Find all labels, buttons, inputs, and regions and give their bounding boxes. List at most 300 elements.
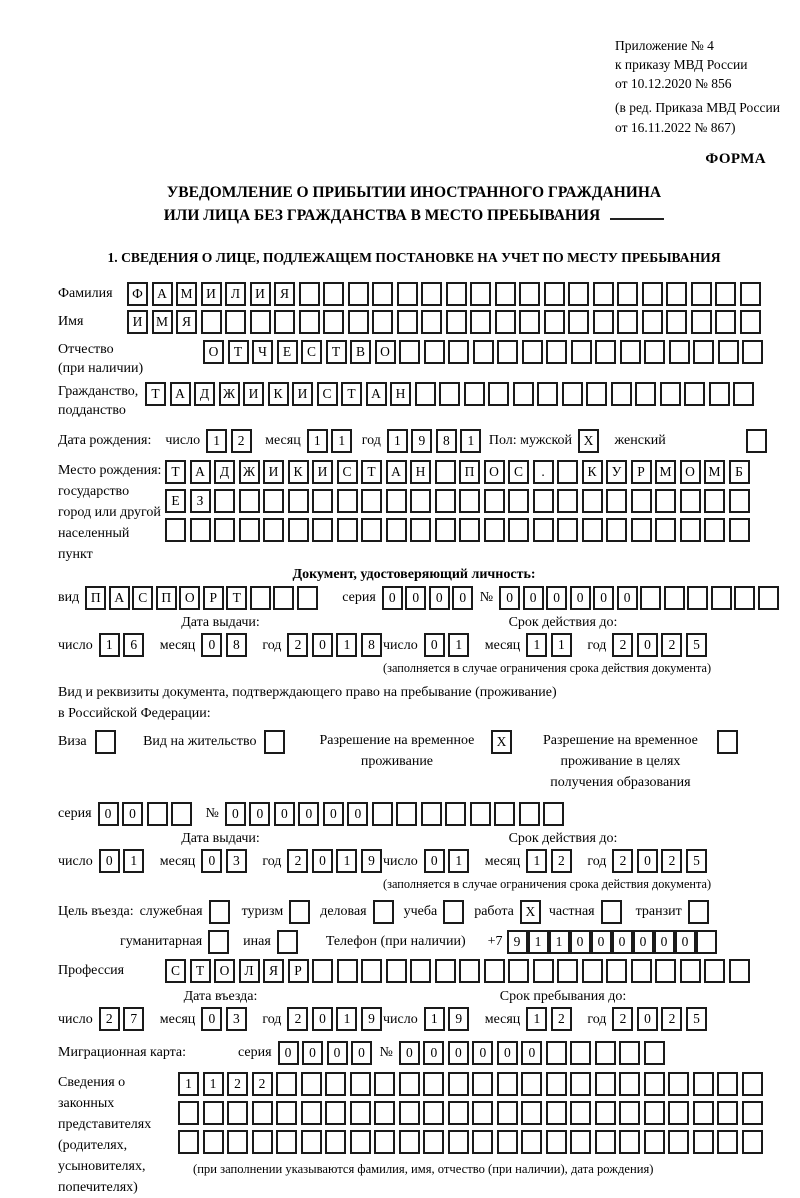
char-cell (470, 310, 491, 334)
char-cell (472, 1072, 493, 1096)
char-cell (704, 489, 725, 513)
char-cell (312, 518, 333, 542)
char-cell (519, 310, 540, 334)
representatives-cells-row3 (178, 1130, 766, 1154)
char-cell: Т (341, 382, 362, 406)
char-cell (544, 282, 565, 306)
char-cell: 1 (526, 633, 547, 657)
purpose-row1 (58, 900, 770, 924)
migration-card-label: Миграционная карта: (58, 1044, 187, 1060)
char-cell: 1 (336, 633, 357, 657)
char-cell (325, 1130, 346, 1154)
char-cell (742, 1101, 763, 1125)
char-cell: Я (274, 282, 295, 306)
issue-date-title: Дата выдачи: (181, 830, 260, 846)
char-cell (337, 959, 358, 983)
char-cell (250, 310, 271, 334)
char-cell (276, 1101, 297, 1125)
year-label: год (262, 637, 282, 653)
char-cell (264, 730, 285, 754)
char-cell (386, 518, 407, 542)
char-cell (668, 1072, 689, 1096)
char-cell: 1 (307, 429, 328, 453)
char-cell: Л (239, 959, 260, 983)
char-cell (546, 1101, 567, 1125)
char-cell: 2 (287, 633, 308, 657)
char-cell (263, 489, 284, 513)
char-cell (546, 1072, 567, 1096)
purpose-private-checkbox (601, 900, 622, 924)
day-label: число (383, 1011, 418, 1027)
char-cell: 9 (507, 930, 528, 954)
char-cell (301, 1130, 322, 1154)
entry-month-cells (201, 1007, 250, 1031)
char-cell (644, 340, 665, 364)
char-cell (533, 489, 554, 513)
stay-until-year-cells (612, 1007, 710, 1031)
char-cell (301, 1101, 322, 1125)
char-cell (494, 802, 515, 826)
char-cell (201, 310, 222, 334)
char-cell (372, 802, 393, 826)
char-cell (717, 1101, 738, 1125)
char-cell (372, 282, 393, 306)
char-cell (717, 730, 738, 754)
birthdate-label: Дата рождения: (58, 432, 152, 448)
char-cell (239, 518, 260, 542)
profession-cells (165, 959, 753, 983)
char-cell: Р (203, 586, 224, 610)
char-cell (323, 282, 344, 306)
char-cell: З (190, 489, 211, 513)
char-cell (619, 1041, 640, 1065)
char-cell (508, 518, 529, 542)
char-cell (546, 340, 567, 364)
citizenship-row (58, 382, 770, 420)
title-blank-underline (610, 204, 664, 220)
char-cell (655, 959, 676, 983)
char-cell (586, 382, 607, 406)
char-cell: 1 (387, 429, 408, 453)
char-cell (680, 959, 701, 983)
char-cell: 0 (278, 1041, 299, 1065)
char-cell (348, 310, 369, 334)
representatives-label-line: (родителях, (58, 1137, 128, 1153)
char-cell: 0 (249, 802, 270, 826)
char-cell (435, 518, 456, 542)
year-label: год (587, 1011, 607, 1027)
appendix-line: к приказу МВД России (615, 57, 748, 73)
char-cell: П (459, 460, 480, 484)
forma-label: ФОРМА (705, 150, 766, 167)
char-cell (521, 1130, 542, 1154)
birthplace-label-settlement: населенный пункт (58, 525, 130, 562)
year-label: год (361, 432, 381, 448)
char-cell: 1 (448, 849, 469, 873)
char-cell: 0 (593, 586, 614, 610)
char-cell (740, 282, 761, 306)
stay-valid-month-cells (526, 849, 575, 873)
sex-female-checkbox (746, 429, 771, 453)
char-cell: 2 (252, 1072, 273, 1096)
char-cell: 0 (201, 1007, 222, 1031)
char-cell: 2 (661, 1007, 682, 1031)
birthplace-label-city: город или другой (58, 504, 161, 520)
purpose-transit-label: транзит (635, 903, 682, 919)
char-cell (595, 1072, 616, 1096)
char-cell: 0 (312, 849, 333, 873)
char-cell: М (655, 460, 676, 484)
char-cell (704, 518, 725, 542)
char-cell: 0 (448, 1041, 469, 1065)
option-temp-residence (311, 730, 516, 772)
char-cell: И (250, 282, 271, 306)
stay-series-label: серия (58, 805, 92, 821)
day-label: число (383, 853, 418, 869)
char-cell: 9 (361, 1007, 382, 1031)
char-cell (361, 959, 382, 983)
char-cell: 0 (637, 633, 658, 657)
char-cell: 0 (201, 849, 222, 873)
char-cell (178, 1101, 199, 1125)
char-cell (740, 310, 761, 334)
char-cell (423, 1130, 444, 1154)
char-cell (595, 1041, 616, 1065)
char-cell: И (201, 282, 222, 306)
char-cell: 0 (423, 1041, 444, 1065)
char-cell (611, 382, 632, 406)
purpose-tourism-label: туризм (241, 903, 284, 919)
char-cell (644, 1041, 665, 1065)
month-label: месяц (484, 637, 521, 653)
char-cell: 3 (226, 849, 247, 873)
char-cell: С (317, 382, 338, 406)
validity-limit-note: (заполняется в случае ограничения срока действия документа) (383, 876, 712, 891)
patronymic-label: Отчество (58, 341, 114, 357)
char-cell (225, 310, 246, 334)
char-cell: 0 (302, 1041, 323, 1065)
char-cell (557, 518, 578, 542)
char-cell: 0 (452, 586, 473, 610)
char-cell (606, 489, 627, 513)
char-cell: 2 (612, 849, 633, 873)
char-cell (644, 1130, 665, 1154)
char-cell (350, 1072, 371, 1096)
char-cell (470, 802, 491, 826)
char-cell (666, 282, 687, 306)
char-cell (746, 429, 767, 453)
identity-doc-dates (58, 615, 770, 676)
valid-month-cells (526, 633, 575, 657)
char-cell (668, 1101, 689, 1125)
char-cell (214, 518, 235, 542)
char-cell (396, 802, 417, 826)
day-label: число (58, 853, 93, 869)
char-cell (488, 382, 509, 406)
char-cell (715, 310, 736, 334)
char-cell (421, 802, 442, 826)
char-cell: 0 (351, 1041, 372, 1065)
char-cell: Р (288, 959, 309, 983)
char-cell (399, 340, 420, 364)
surname-row (58, 282, 770, 306)
char-cell (668, 1130, 689, 1154)
char-cell: 2 (287, 1007, 308, 1031)
char-cell: 1 (551, 633, 572, 657)
char-cell: К (582, 460, 603, 484)
char-cell: И (127, 310, 148, 334)
char-cell: 2 (661, 633, 682, 657)
char-cell: 1 (336, 1007, 357, 1031)
char-cell (373, 900, 394, 924)
char-cell (655, 518, 676, 542)
char-cell (350, 1101, 371, 1125)
char-cell (568, 282, 589, 306)
valid-until-title: Срок действия до: (508, 614, 618, 630)
stay-issue-year-cells (287, 849, 385, 873)
birthplace-block (58, 460, 770, 565)
char-cell (562, 382, 583, 406)
phone-prefix: +7 (487, 933, 503, 949)
char-cell: 0 (405, 586, 426, 610)
purpose-study-label: учеба (403, 903, 438, 919)
char-cell (508, 489, 529, 513)
purpose-business-checkbox (373, 900, 394, 924)
stay-valid-day-cells (424, 849, 473, 873)
char-cell: 2 (612, 633, 633, 657)
option-temp-residence-label: Разрешение на временное проживание (319, 732, 475, 769)
char-cell: 0 (323, 802, 344, 826)
char-cell (397, 310, 418, 334)
citizenship-label: Гражданство, (58, 383, 139, 399)
profession-row (58, 959, 770, 983)
char-cell: А (386, 460, 407, 484)
char-cell (631, 518, 652, 542)
char-cell (252, 1130, 273, 1154)
char-cell: 8 (436, 429, 457, 453)
char-cell (448, 340, 469, 364)
option-residence-permit-checkbox (264, 730, 289, 754)
char-cell: 7 (123, 1007, 144, 1031)
char-cell (544, 310, 565, 334)
char-cell: 2 (661, 849, 682, 873)
char-cell: Т (145, 382, 166, 406)
char-cell (288, 518, 309, 542)
char-cell: 0 (472, 1041, 493, 1065)
purpose-business-label: деловая (320, 903, 367, 919)
stay-series-cells (98, 802, 196, 826)
char-cell: П (85, 586, 106, 610)
sex-male-label: Пол: мужской (488, 432, 573, 448)
year-label: год (262, 853, 282, 869)
birthplace-cells-row2 (165, 489, 753, 513)
issue-date-title: Дата выдачи: (181, 614, 260, 630)
char-cell (655, 489, 676, 513)
purpose-humanitarian-checkbox (208, 930, 229, 954)
representatives-label-line: попечителях) (58, 1179, 138, 1195)
char-cell (277, 930, 298, 954)
char-cell: 1 (526, 849, 547, 873)
char-cell: И (263, 460, 284, 484)
entry-year-cells (287, 1007, 385, 1031)
char-cell: Ж (219, 382, 240, 406)
char-cell (693, 1072, 714, 1096)
char-cell: Т (361, 460, 382, 484)
char-cell (715, 282, 736, 306)
char-cell (508, 959, 529, 983)
char-cell: Т (190, 959, 211, 983)
char-cell: 0 (424, 849, 445, 873)
char-cell (543, 802, 564, 826)
char-cell: 9 (361, 849, 382, 873)
char-cell: И (243, 382, 264, 406)
char-cell: 0 (99, 849, 120, 873)
char-cell (297, 586, 318, 610)
char-cell (635, 382, 656, 406)
char-cell: 1 (336, 849, 357, 873)
char-cell (742, 340, 763, 364)
char-cell (693, 340, 714, 364)
char-cell (208, 930, 229, 954)
char-cell (435, 460, 456, 484)
char-cell (227, 1130, 248, 1154)
char-cell (497, 1130, 518, 1154)
doc-series-label: серия (342, 589, 376, 605)
char-cell: 0 (654, 930, 675, 954)
purpose-official-checkbox (209, 900, 230, 924)
patronymic-sublabel: (при наличии) (58, 360, 144, 376)
char-cell (423, 1072, 444, 1096)
purpose-study-checkbox (443, 900, 464, 924)
char-cell (424, 340, 445, 364)
appendix-edition-line: (в ред. Приказа МВД России (615, 100, 780, 116)
char-cell (742, 1130, 763, 1154)
char-cell (459, 518, 480, 542)
char-cell (522, 340, 543, 364)
char-cell: 1 (99, 633, 120, 657)
month-label: месяц (265, 432, 301, 448)
citizenship-cells (145, 382, 758, 406)
char-cell: 1 (526, 1007, 547, 1031)
identity-doc-heading: Документ, удостоверяющий личность: (292, 566, 536, 582)
char-cell: 0 (225, 802, 246, 826)
char-cell (640, 586, 661, 610)
char-cell: А (366, 382, 387, 406)
char-cell (537, 382, 558, 406)
char-cell: С (508, 460, 529, 484)
char-cell: 0 (98, 802, 119, 826)
char-cell (664, 586, 685, 610)
option-temp-residence-education-checkbox (717, 730, 742, 754)
char-cell (691, 310, 712, 334)
char-cell: 2 (231, 429, 252, 453)
doc-number-cells (499, 586, 781, 610)
char-cell (361, 489, 382, 513)
char-cell: 0 (633, 930, 654, 954)
char-cell (445, 802, 466, 826)
char-cell (299, 282, 320, 306)
char-cell (423, 1101, 444, 1125)
representatives-note: (при заполнении указываются фамилия, имя, отчество (при наличии), дата рождения) (193, 1161, 654, 1176)
form-title-line1: УВЕДОМЛЕНИЕ О ПРИБЫТИИ ИНОСТРАННОГО ГРАЖДАНИНА (166, 183, 662, 201)
form-title-line2-text: ИЛИ ЛИЦА БЕЗ ГРАЖДАНСТВА В МЕСТО ПРЕБЫВАНИЯ (163, 207, 601, 225)
char-cell: 2 (612, 1007, 633, 1031)
char-cell (147, 802, 168, 826)
char-cell: Ч (252, 340, 273, 364)
firstname-cells (127, 310, 764, 334)
char-cell: 0 (298, 802, 319, 826)
char-cell (276, 1072, 297, 1096)
sex-male-checkbox (578, 429, 603, 453)
char-cell (203, 1130, 224, 1154)
char-cell (570, 1041, 591, 1065)
char-cell: 1 (528, 930, 549, 954)
char-cell (301, 1072, 322, 1096)
valid-year-cells (612, 633, 710, 657)
birthplace-cells-row1 (165, 460, 753, 484)
option-visa-checkbox (95, 730, 120, 754)
char-cell: Ф (127, 282, 148, 306)
stay-until-month-cells (526, 1007, 575, 1031)
char-cell (631, 959, 652, 983)
char-cell (410, 518, 431, 542)
char-cell (337, 489, 358, 513)
char-cell: В (350, 340, 371, 364)
char-cell: 1 (460, 429, 481, 453)
option-residence-permit (143, 730, 289, 754)
purpose-work-label: работа (474, 903, 514, 919)
char-cell: 0 (122, 802, 143, 826)
purpose-other-label: иная (243, 933, 271, 949)
appendix-line: от 10.12.2020 № 856 (615, 76, 732, 92)
patronymic-row (58, 340, 770, 378)
birth-year-cells (387, 429, 485, 453)
char-cell (190, 518, 211, 542)
purpose-other-checkbox (277, 930, 298, 954)
char-cell (252, 1101, 273, 1125)
char-cell (421, 282, 442, 306)
char-cell: С (132, 586, 153, 610)
char-cell: С (337, 460, 358, 484)
option-temp-residence-education (531, 730, 742, 793)
char-cell (593, 310, 614, 334)
char-cell (209, 900, 230, 924)
char-cell (250, 586, 271, 610)
char-cell: 0 (570, 930, 591, 954)
char-cell (459, 959, 480, 983)
char-cell: Ж (239, 460, 260, 484)
char-cell: 0 (399, 1041, 420, 1065)
char-cell (361, 518, 382, 542)
stay-doc-line2: в Российской Федерации: (58, 705, 211, 721)
char-cell (669, 340, 690, 364)
char-cell (642, 310, 663, 334)
char-cell: О (375, 340, 396, 364)
char-cell (214, 489, 235, 513)
char-cell (619, 1101, 640, 1125)
char-cell: 0 (347, 802, 368, 826)
char-cell (513, 382, 534, 406)
char-cell: А (152, 282, 173, 306)
year-label: год (587, 853, 607, 869)
char-cell: И (292, 382, 313, 406)
char-cell (497, 1072, 518, 1096)
stay-doc-dates (58, 831, 770, 892)
char-cell (734, 586, 755, 610)
char-cell: 6 (123, 633, 144, 657)
char-cell (239, 489, 260, 513)
char-cell (704, 959, 725, 983)
